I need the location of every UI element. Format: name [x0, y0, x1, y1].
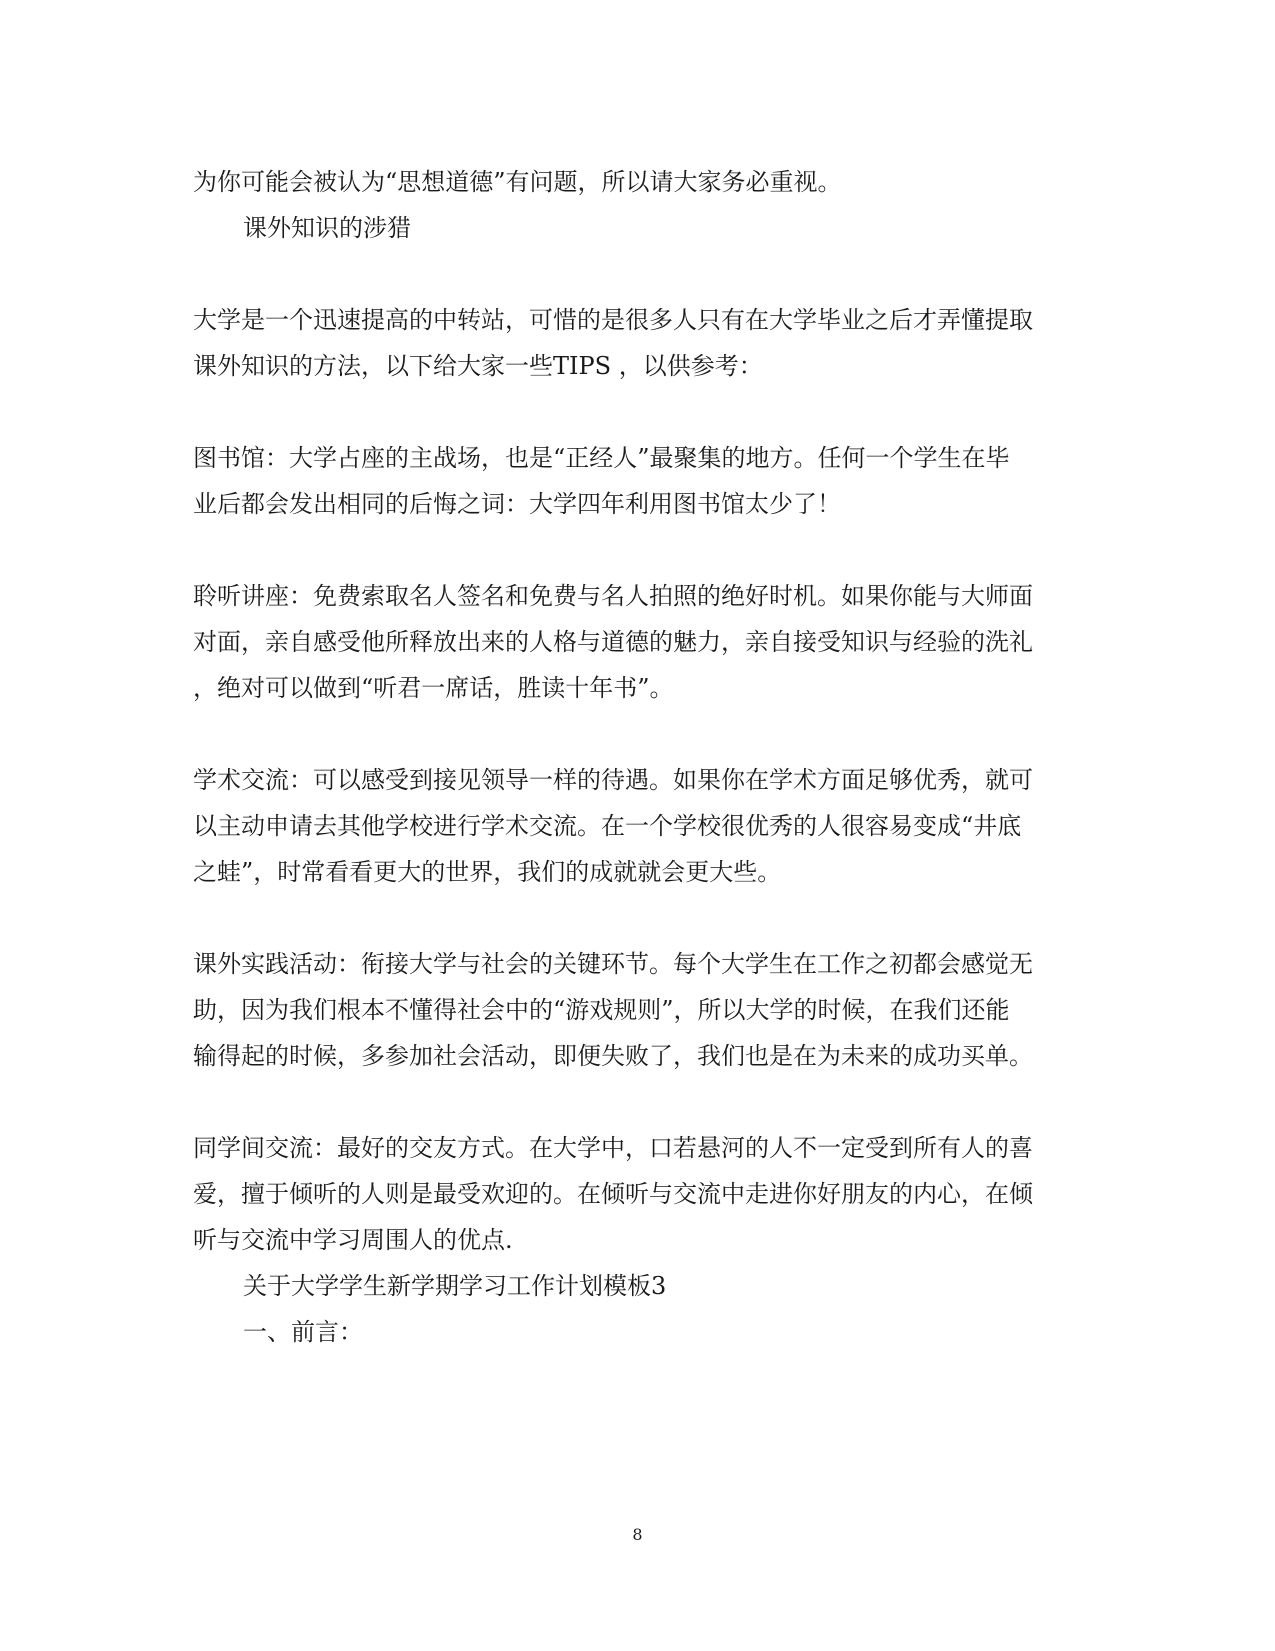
- body-text-line: 听与交流中学习周围人的优点.: [193, 1226, 513, 1254]
- body-text-line: 爱，擅于倾听的人则是最受欢迎的。在倾听与交流中走进你好朋友的内心，在倾: [193, 1180, 1033, 1208]
- body-text-line: 聆听讲座：免费索取名人签名和免费与名人拍照的绝好时机。如果你能与大师面: [193, 582, 1033, 610]
- section-heading: 一、前言：: [243, 1318, 363, 1346]
- body-text-line: ，绝对可以做到“听君一席话，胜读十年书”。: [193, 674, 674, 702]
- section-heading: 课外知识的涉猎: [243, 214, 411, 242]
- body-text-line: 图书馆：大学占座的主战场，也是“正经人”最聚集的地方。任何一个学生在毕: [193, 444, 1010, 472]
- body-text-line: 对面，亲自感受他所释放出来的人格与道德的魅力，亲自接受知识与经验的洗礼: [193, 628, 1033, 656]
- body-text-line: 同学间交流：最好的交友方式。在大学中，口若悬河的人不一定受到所有人的喜: [193, 1134, 1033, 1162]
- body-text-line: 学术交流：可以感受到接见领导一样的待遇。如果你在学术方面足够优秀，就可: [193, 766, 1033, 794]
- body-text-line: 输得起的时候，多参加社会活动，即便失败了，我们也是在为未来的成功买单。: [193, 1042, 1033, 1070]
- section-heading: 关于大学学生新学期学习工作计划模板3: [243, 1272, 667, 1300]
- body-text-line: 之蛙”，时常看看更大的世界，我们的成就就会更大些。: [193, 858, 782, 886]
- body-text-line: 大学是一个迅速提高的中转站，可惜的是很多人只有在大学毕业之后才弄懂提取: [193, 306, 1033, 334]
- body-text-line: 课外知识的方法，以下给大家一些TIPS ，以供参考：: [193, 352, 763, 380]
- body-text-line: 以主动申请去其他学校进行学术交流。在一个学校很优秀的人很容易变成“井底: [193, 812, 1022, 840]
- page-number: 8: [632, 1525, 643, 1544]
- body-text-line: 业后都会发出相同的后悔之词：大学四年利用图书馆太少了！: [193, 490, 841, 518]
- body-text-line: 课外实践活动：衔接大学与社会的关键环节。每个大学生在工作之初都会感觉无: [193, 950, 1033, 978]
- body-text-line: 助，因为我们根本不懂得社会中的“游戏规则”，所以大学的时候，在我们还能: [193, 996, 1010, 1024]
- body-text-line: 为你可能会被认为“思想道德”有问题，所以请大家务必重视。: [193, 168, 842, 196]
